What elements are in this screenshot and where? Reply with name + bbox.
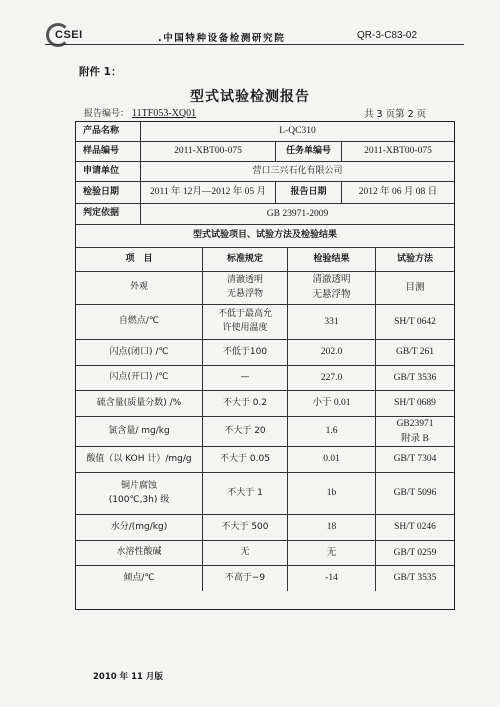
row-method: GB/T 3536 <box>376 366 454 391</box>
row-standard: 不大于 20 <box>203 417 288 447</box>
row-result: 331 <box>288 305 376 340</box>
row-item: 硫含量(质量分数) /% <box>76 391 203 417</box>
row-standard: 不大于 0.2 <box>203 391 288 417</box>
report-title: 型式试验检测报告 <box>190 89 310 105</box>
row-result: 18 <box>288 515 376 541</box>
row-item: 酸值（以 KOH 计）/mg/g <box>76 447 203 473</box>
product-name-value: L-QC310 <box>141 122 454 142</box>
row-item: 自燃点/℃ <box>76 305 203 340</box>
page-info: 共 3 页第 2 页 <box>364 109 427 120</box>
sample-no-value: 2011-XBT00-075 <box>141 142 276 162</box>
row-result: 202.0 <box>288 340 376 366</box>
row-result: 小于 0.01 <box>288 391 376 417</box>
report-table <box>75 121 455 610</box>
row-method: GB/T 261 <box>376 340 454 366</box>
row-item: 铜片腐蚀 (100℃,3h) 级 <box>76 473 203 515</box>
test-date-label: 检验日期 <box>76 182 141 204</box>
row-item: 倾点/℃ <box>76 566 203 591</box>
basis-value: GB 23971-2009 <box>141 204 454 225</box>
row-result: 1b <box>288 473 376 515</box>
row-item: 闪点(闭口) /℃ <box>76 340 203 366</box>
row-method: GB/T 0259 <box>376 541 454 566</box>
column-header-standard: 标准规定 <box>203 248 288 272</box>
row-item: 水溶性酸碱 <box>76 541 203 566</box>
row-item: 水分/(mg/kg) <box>76 515 203 541</box>
header-divider <box>45 44 464 45</box>
column-header-item: 项 目 <box>76 248 203 272</box>
row-method: GB/T 3535 <box>393 573 437 584</box>
row-standard: 无 <box>203 541 288 566</box>
row-result: -14 <box>288 566 376 591</box>
row-method: GB23971 附录 B <box>376 417 454 447</box>
row-method: GB/T 7304 <box>376 447 454 473</box>
applicant-label: 申请单位 <box>76 162 141 182</box>
row-standard: 清澈透明 无悬浮物 <box>203 272 288 305</box>
report-date-value: 2012 年 06 月 08 日 <box>342 182 454 204</box>
row-method: SH/T 0642 <box>376 305 454 340</box>
row-method: GB/T 5096 <box>376 473 454 515</box>
version-footer: 2010 年 11 月版 <box>93 672 163 682</box>
row-result: 1.6 <box>288 417 376 447</box>
row-standard: 不大于 500 <box>203 515 288 541</box>
product-name-label: 产品名称 <box>76 122 141 142</box>
basis-label: 判定依据 <box>76 204 141 225</box>
row-method: 目测 <box>376 272 454 305</box>
row-item: 闪点(开口) /℃ <box>76 366 203 391</box>
document-code: QR-3-C83-02 <box>357 30 418 41</box>
report-number <box>84 106 196 119</box>
row-standard: 不大于 1 <box>203 473 288 515</box>
row-standard: — <box>203 366 288 391</box>
row-standard: 不高于−9 <box>203 566 288 591</box>
row-method: SH/T 0689 <box>376 391 454 417</box>
row-method: SH/T 0246 <box>376 515 454 541</box>
test-date-value: 2011 年 12月—2012 年 05 月 <box>141 182 276 204</box>
report-date-label: 报告日期 <box>276 182 342 204</box>
organization-name: .中国特种设备检测研究院 <box>158 33 286 44</box>
row-result: 无 <box>288 541 376 566</box>
row-result: 清澈透明 无悬浮物 <box>288 272 376 305</box>
row-result: 227.0 <box>288 366 376 391</box>
attachment-label: 附件 1： <box>79 66 122 78</box>
row-standard: 不低于最高允 许使用温度 <box>203 305 288 340</box>
task-no-label: 任务单编号 <box>276 142 342 162</box>
column-header-method: 试验方法 <box>376 248 454 272</box>
row-item: 外观 <box>76 272 203 305</box>
logo-text: CSEI <box>55 29 83 41</box>
column-header-result: 检验结果 <box>288 248 376 272</box>
report-number-value: 11TF053-XQ01 <box>132 108 197 119</box>
row-item: 氯含量/ mg/kg <box>76 417 203 447</box>
section-title: 型式试验项目、试验方法及检验结果 <box>76 225 454 248</box>
sample-no-label: 样品编号 <box>76 142 141 162</box>
report-number-label: 报告编号： <box>84 109 130 119</box>
task-no-value: 2011-XBT00-075 <box>342 142 454 162</box>
applicant-value: 营口三兴石化有限公司 <box>141 162 454 182</box>
row-standard: 不低于100 <box>203 340 288 366</box>
row-standard: 不大于 0.05 <box>203 447 288 473</box>
row-result: 0.01 <box>288 447 376 473</box>
